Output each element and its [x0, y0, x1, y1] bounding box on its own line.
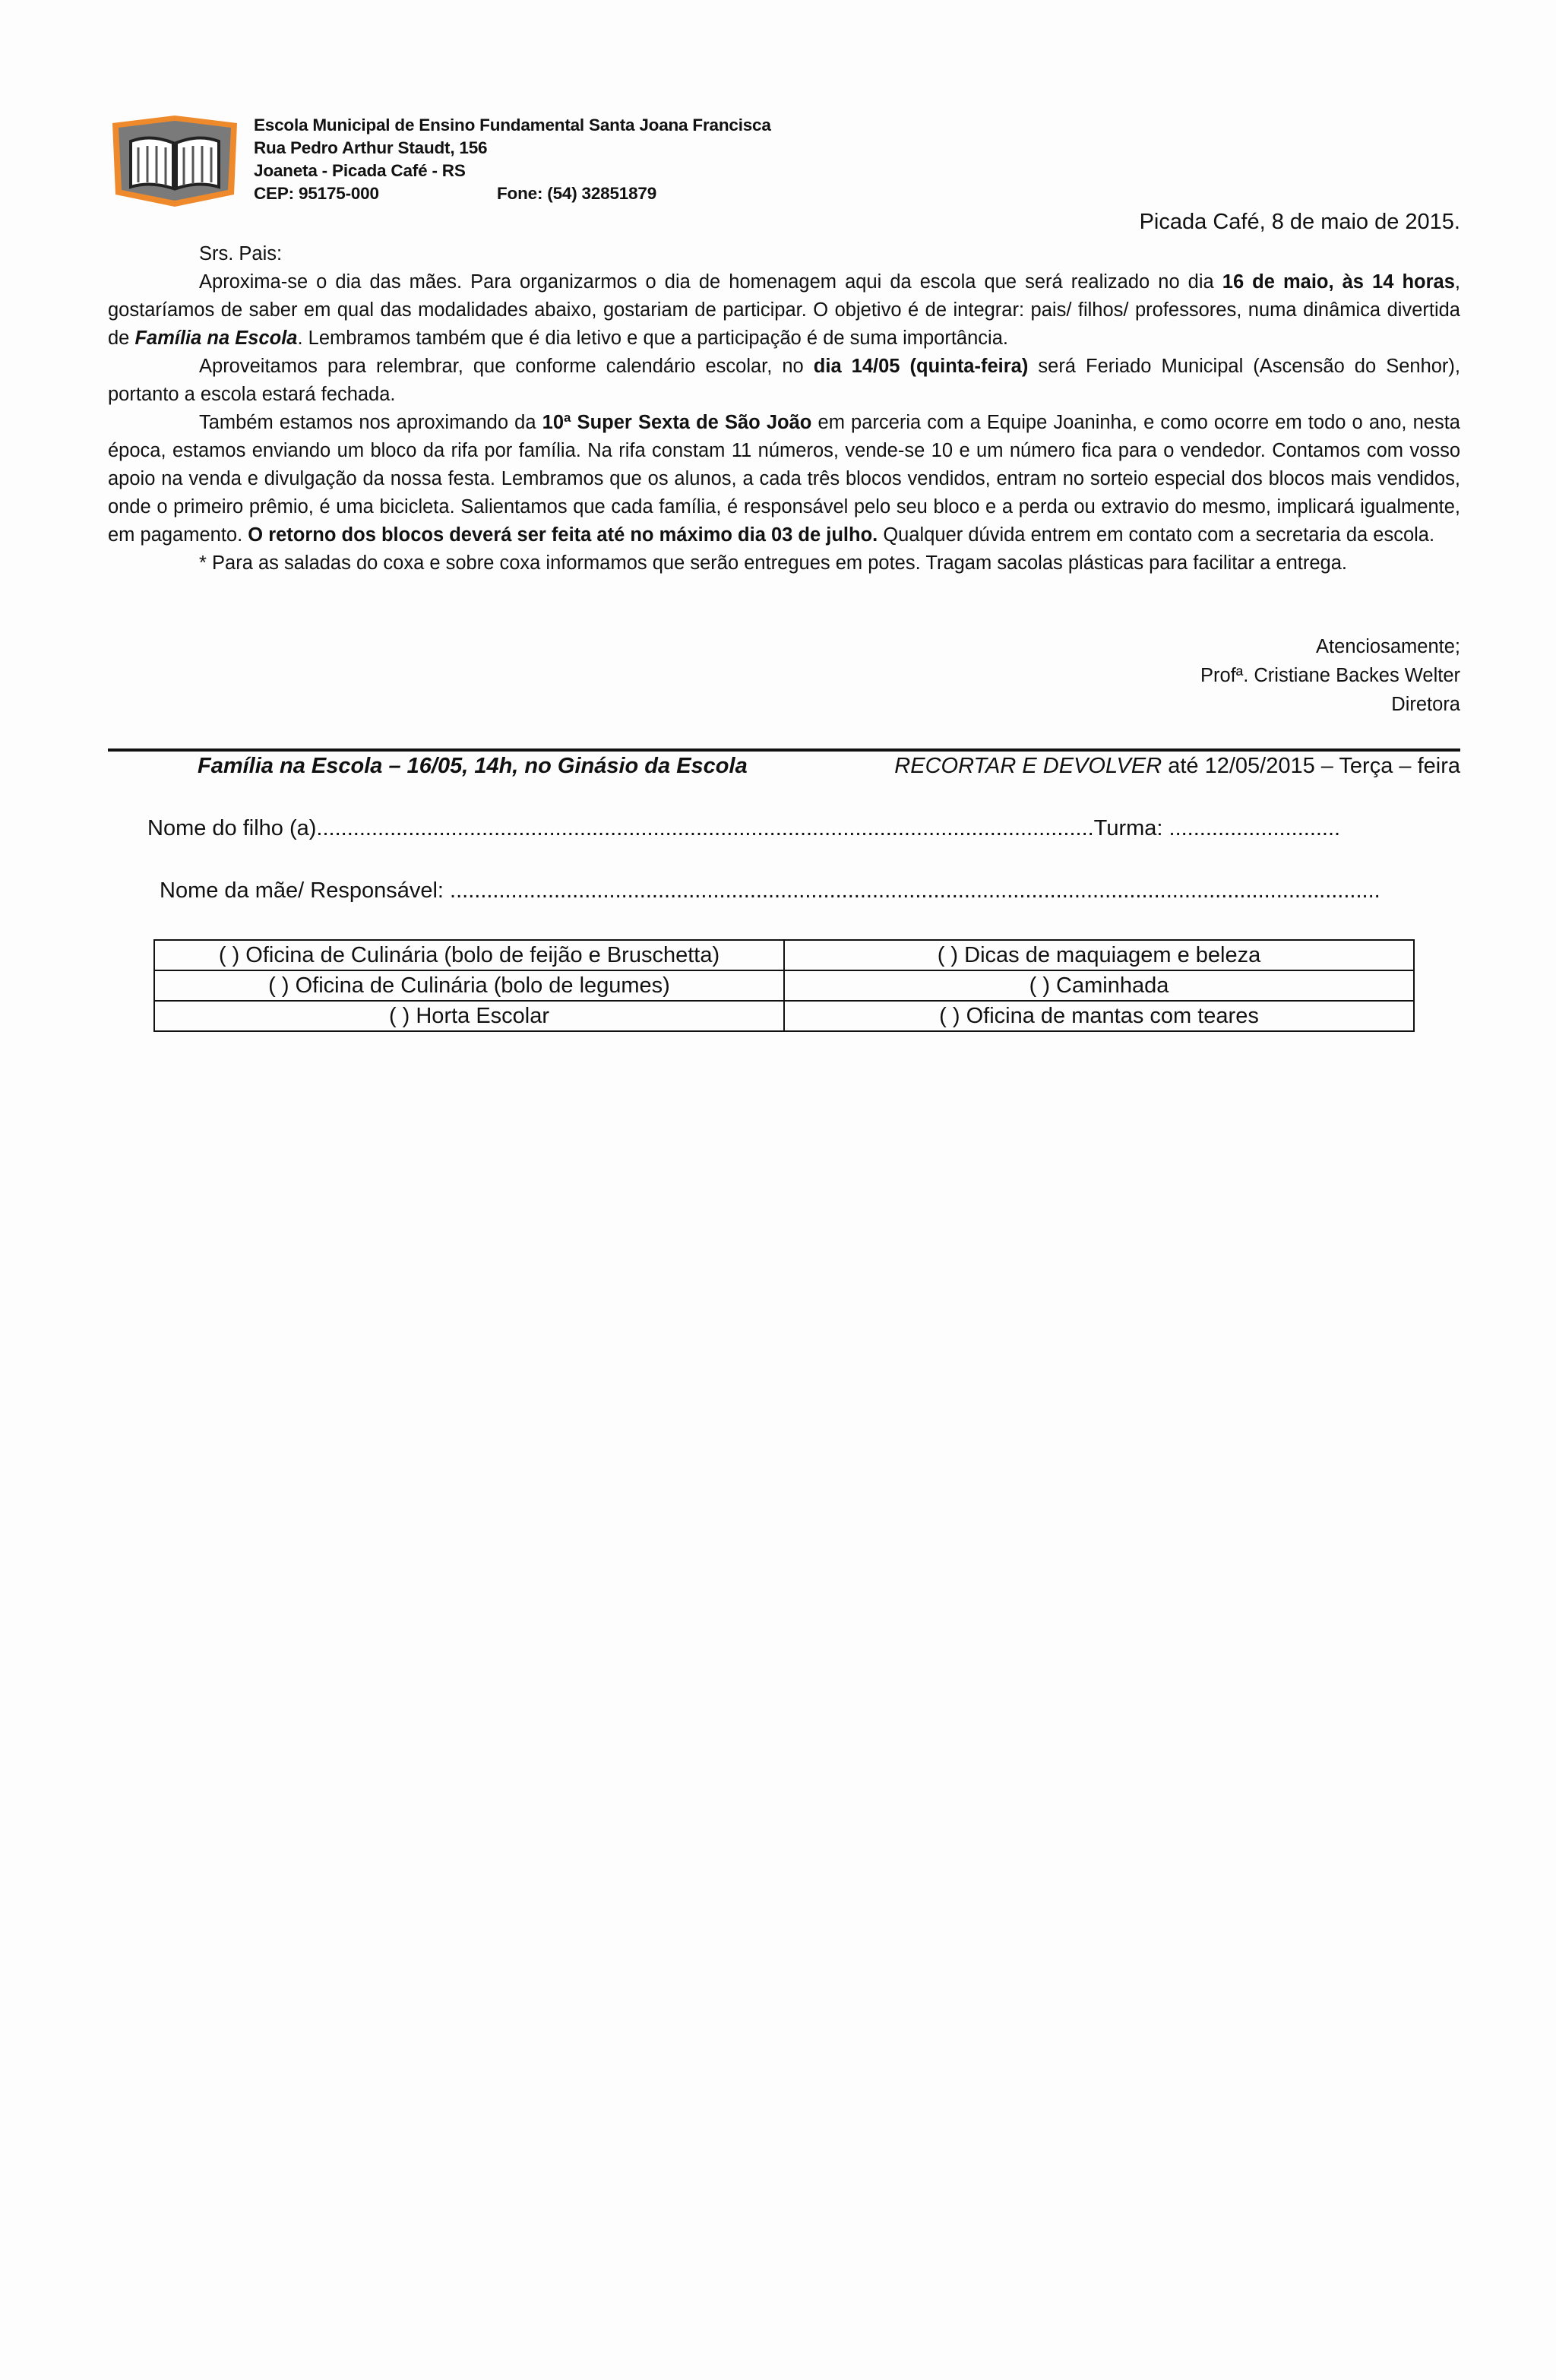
letter-body [108, 240, 1460, 578]
option-walk[interactable]: ( ) Caminhada [784, 970, 1414, 1001]
school-cep: CEP: 95175-000 [254, 184, 379, 203]
table-row [154, 940, 1414, 970]
paragraph-mothers-day: Aproxima-se o dia das mães. Para organizarmos o dia de homenagem aqui da escola que será realizado no dia 16 de maio, às 14 horas, gostaríamos de saber em qual das modalidades abaixo, gostariam de participar. O objetivo é de integrar: pais/ filhos/ professores, numa dinâmica divertida de Família na Escola. Lembramos também que é dia letivo e que a participação é de suma importância. [108, 271, 1460, 349]
paragraph-salads: * Para as saladas do coxa e sobre coxa informamos que serão entregues em potes. Tragam sacolas plásticas para facilitar a entrega. [199, 552, 1347, 574]
school-logo [108, 112, 242, 210]
table-row [154, 970, 1414, 1001]
signature-block [1200, 632, 1460, 719]
option-school-garden[interactable]: ( ) Horta Escolar [154, 1001, 784, 1031]
signer-role: Diretora [1391, 694, 1460, 715]
option-cooking-vegetable-cake[interactable]: ( ) Oficina de Culinária (bolo de legumes) [154, 970, 784, 1001]
option-cooking-bean-cake[interactable]: ( ) Oficina de Culinária (bolo de feijão e Bruschetta) [154, 940, 784, 970]
cut-divider [108, 748, 1460, 752]
options-table [153, 939, 1415, 1032]
paragraph-raffle: Também estamos nos aproximando da 10ª Super Sexta de São João em parceria com a Equipe Joaninha, e como ocorre em todo o ano, nesta época, estamos enviando um bloco da rifa por família. Na rifa constam 11 números, vende-se 10 e um número fica para o vendedor. Contamos com vosso apoio na venda e divulgação da nossa festa. Lembramos que os alunos, a cada três blocos vendidos, entram no sorteio especial dos blocos mais vendidos, onde o primeiro prêmio, é uma bicicleta. Salientamos que cada família, é responsável pelo seu bloco e a perda ou extravio do mesmo, implicará igualmente, em pagamento. O retorno dos blocos deverá ser feita até no máximo dia 03 de julho. Qualquer dúvida entrem em contato com a secretaria da escola. [108, 412, 1460, 546]
option-makeup-tips[interactable]: ( ) Dicas de maquiagem e beleza [784, 940, 1414, 970]
school-street: Rua Pedro Arthur Staudt, 156 [254, 138, 488, 157]
paragraph-holiday: Aproveitamos para relembrar, que conforme calendário escolar, no dia 14/05 (quinta-feira) será Feriado Municipal (Ascensão do Senhor), portanto a escola estará fechada. [108, 356, 1460, 405]
return-instruction: RECORTAR E DEVOLVER até 12/05/2015 – Terça – feira [894, 754, 1460, 778]
event-title: Família na Escola – 16/05, 14h, no Ginásio da Escola [198, 754, 748, 778]
greeting: Srs. Pais: [199, 243, 283, 264]
letter-date: Picada Café, 8 de maio de 2015. [1139, 210, 1460, 234]
school-header [254, 114, 771, 205]
option-loom-blankets[interactable]: ( ) Oficina de mantas com teares [784, 1001, 1414, 1031]
table-row [154, 1001, 1414, 1031]
school-name: Escola Municipal de Ensino Fundamental Santa Joana Francisca [254, 116, 771, 135]
parent-name-field[interactable]: Nome da mãe/ Responsável: ........................................................................................................................................................ [160, 878, 1380, 903]
signer-name: Profª. Cristiane Backes Welter [1200, 665, 1460, 686]
school-phone: Fone: (54) 32851879 [497, 184, 657, 203]
closing: Atenciosamente; [1316, 636, 1460, 657]
school-city: Joaneta - Picada Café - RS [254, 161, 466, 180]
child-name-field[interactable]: Nome do filho (a)...............................................................................................................................Turma: ............................ [147, 816, 1341, 840]
